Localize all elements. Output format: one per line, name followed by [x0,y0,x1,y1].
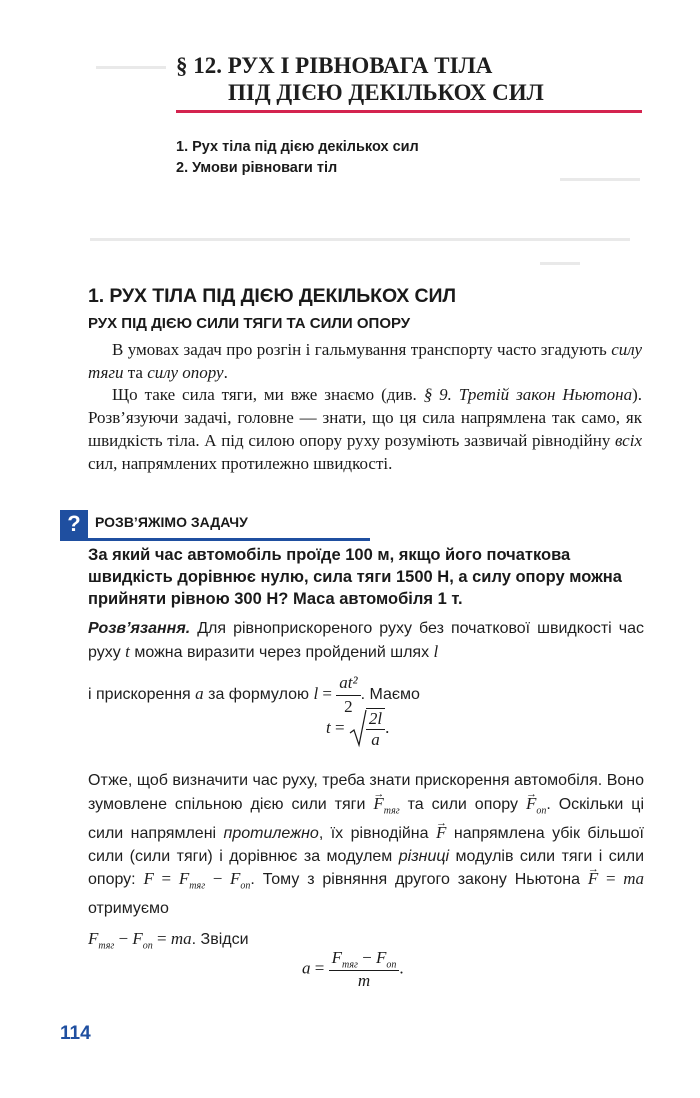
task-badge-underline [60,538,370,541]
section-outline [176,137,419,179]
sqrt-icon [349,709,367,749]
bleed-through [96,66,166,69]
solution-line-final: $F_{тяг} - F_{оп}$ = ma. Звідси [88,929,249,952]
solution-line-2: і прискорення a за формулою l = $\frac{\text{at²}}{2}$ . Маємо [88,672,644,718]
outline-item: 1. Рух тіла під дією декількох сил [176,139,419,155]
heading-2: РУХ ПІД ДІЄЮ СИЛИ ТЯГИ ТА СИЛИ ОПОРУ [88,315,411,332]
bleed-through [90,238,630,241]
section-title-line1: § 12. РУХ І РІВНОВАГА ТІЛА [176,53,493,78]
formula-l-fraction: $\frac{\text{at²}}{2}$ [336,672,360,718]
formula-t: t = $\frac{2l}{a}$ . [326,709,390,749]
heading-1: 1. РУХ ТІЛА ПІД ДІЄЮ ДЕКІЛЬКОХ СИЛ [88,285,456,307]
solution-line-1: Розв’язання. Для рівноприскореного руху без початкової швидкості час руху t можна виразити через пройдений шлях l [88,620,644,661]
title-underline [176,110,642,113]
task-badge-label: РОЗВ’ЯЖІМО ЗАДАЧУ [95,514,248,530]
paragraph-1: В умовах задач про розгін і гальмування транспорту часто згадують силу тяги та силу опору. [88,340,642,382]
formula-a: a = $\frac{F_{тяг} - F_{оп}}{m}$ . [302,948,404,991]
question-icon: ? [60,510,88,538]
page-number: 114 [60,1023,91,1044]
task-statement: За який час автомобіль проїде 100 м, якщо його початкова швидкість дорівнює нулю, сила тяги 1500 Н, а силу опору можна прийняти рівною 300 Н? Маса автомобіля 1 т. [88,546,622,608]
outline-item: 2. Умови рівноваги тіл [176,160,338,176]
section-title [176,52,646,106]
bleed-through [560,178,640,181]
bleed-through [540,262,580,265]
paragraph-3: Отже, щоб визначити час руху, треба знати прискорення автомобіля. Воно зумовлене спільною дією сили тяги → $F_{тяг}$ та сили опору → $F_{оп}$. Оскільки ці сили напрямлені протилежно, їх рівнодійна → F напрямлена убік більшої сили (сили тяги) і дорівнює за модулем різниці модулів сили тяги і сили опору: $F = F_{тяг} - F_{оп}$. Тому з рівняння другого закону Ньютона → F = ma отримуємо [88,770,644,921]
paragraph-2: Що таке сила тяги, ми вже знаємо (див. § 9. Третій закон Ньютона). Розв’язуючи задачі, головне — знати, що ця сила напрямлена так само, як швидкість тіла. А під силою опору руху розуміють зазвичай рівнодійну всіх сил, напрямлених протилежно швидкості. [88,385,642,473]
section-title-line2: ПІД ДІЄЮ ДЕКІЛЬКОХ СИЛ [228,80,544,105]
formula-a-fraction: $\frac{F_{тяг} - F_{оп}}{m}$ [329,948,400,991]
